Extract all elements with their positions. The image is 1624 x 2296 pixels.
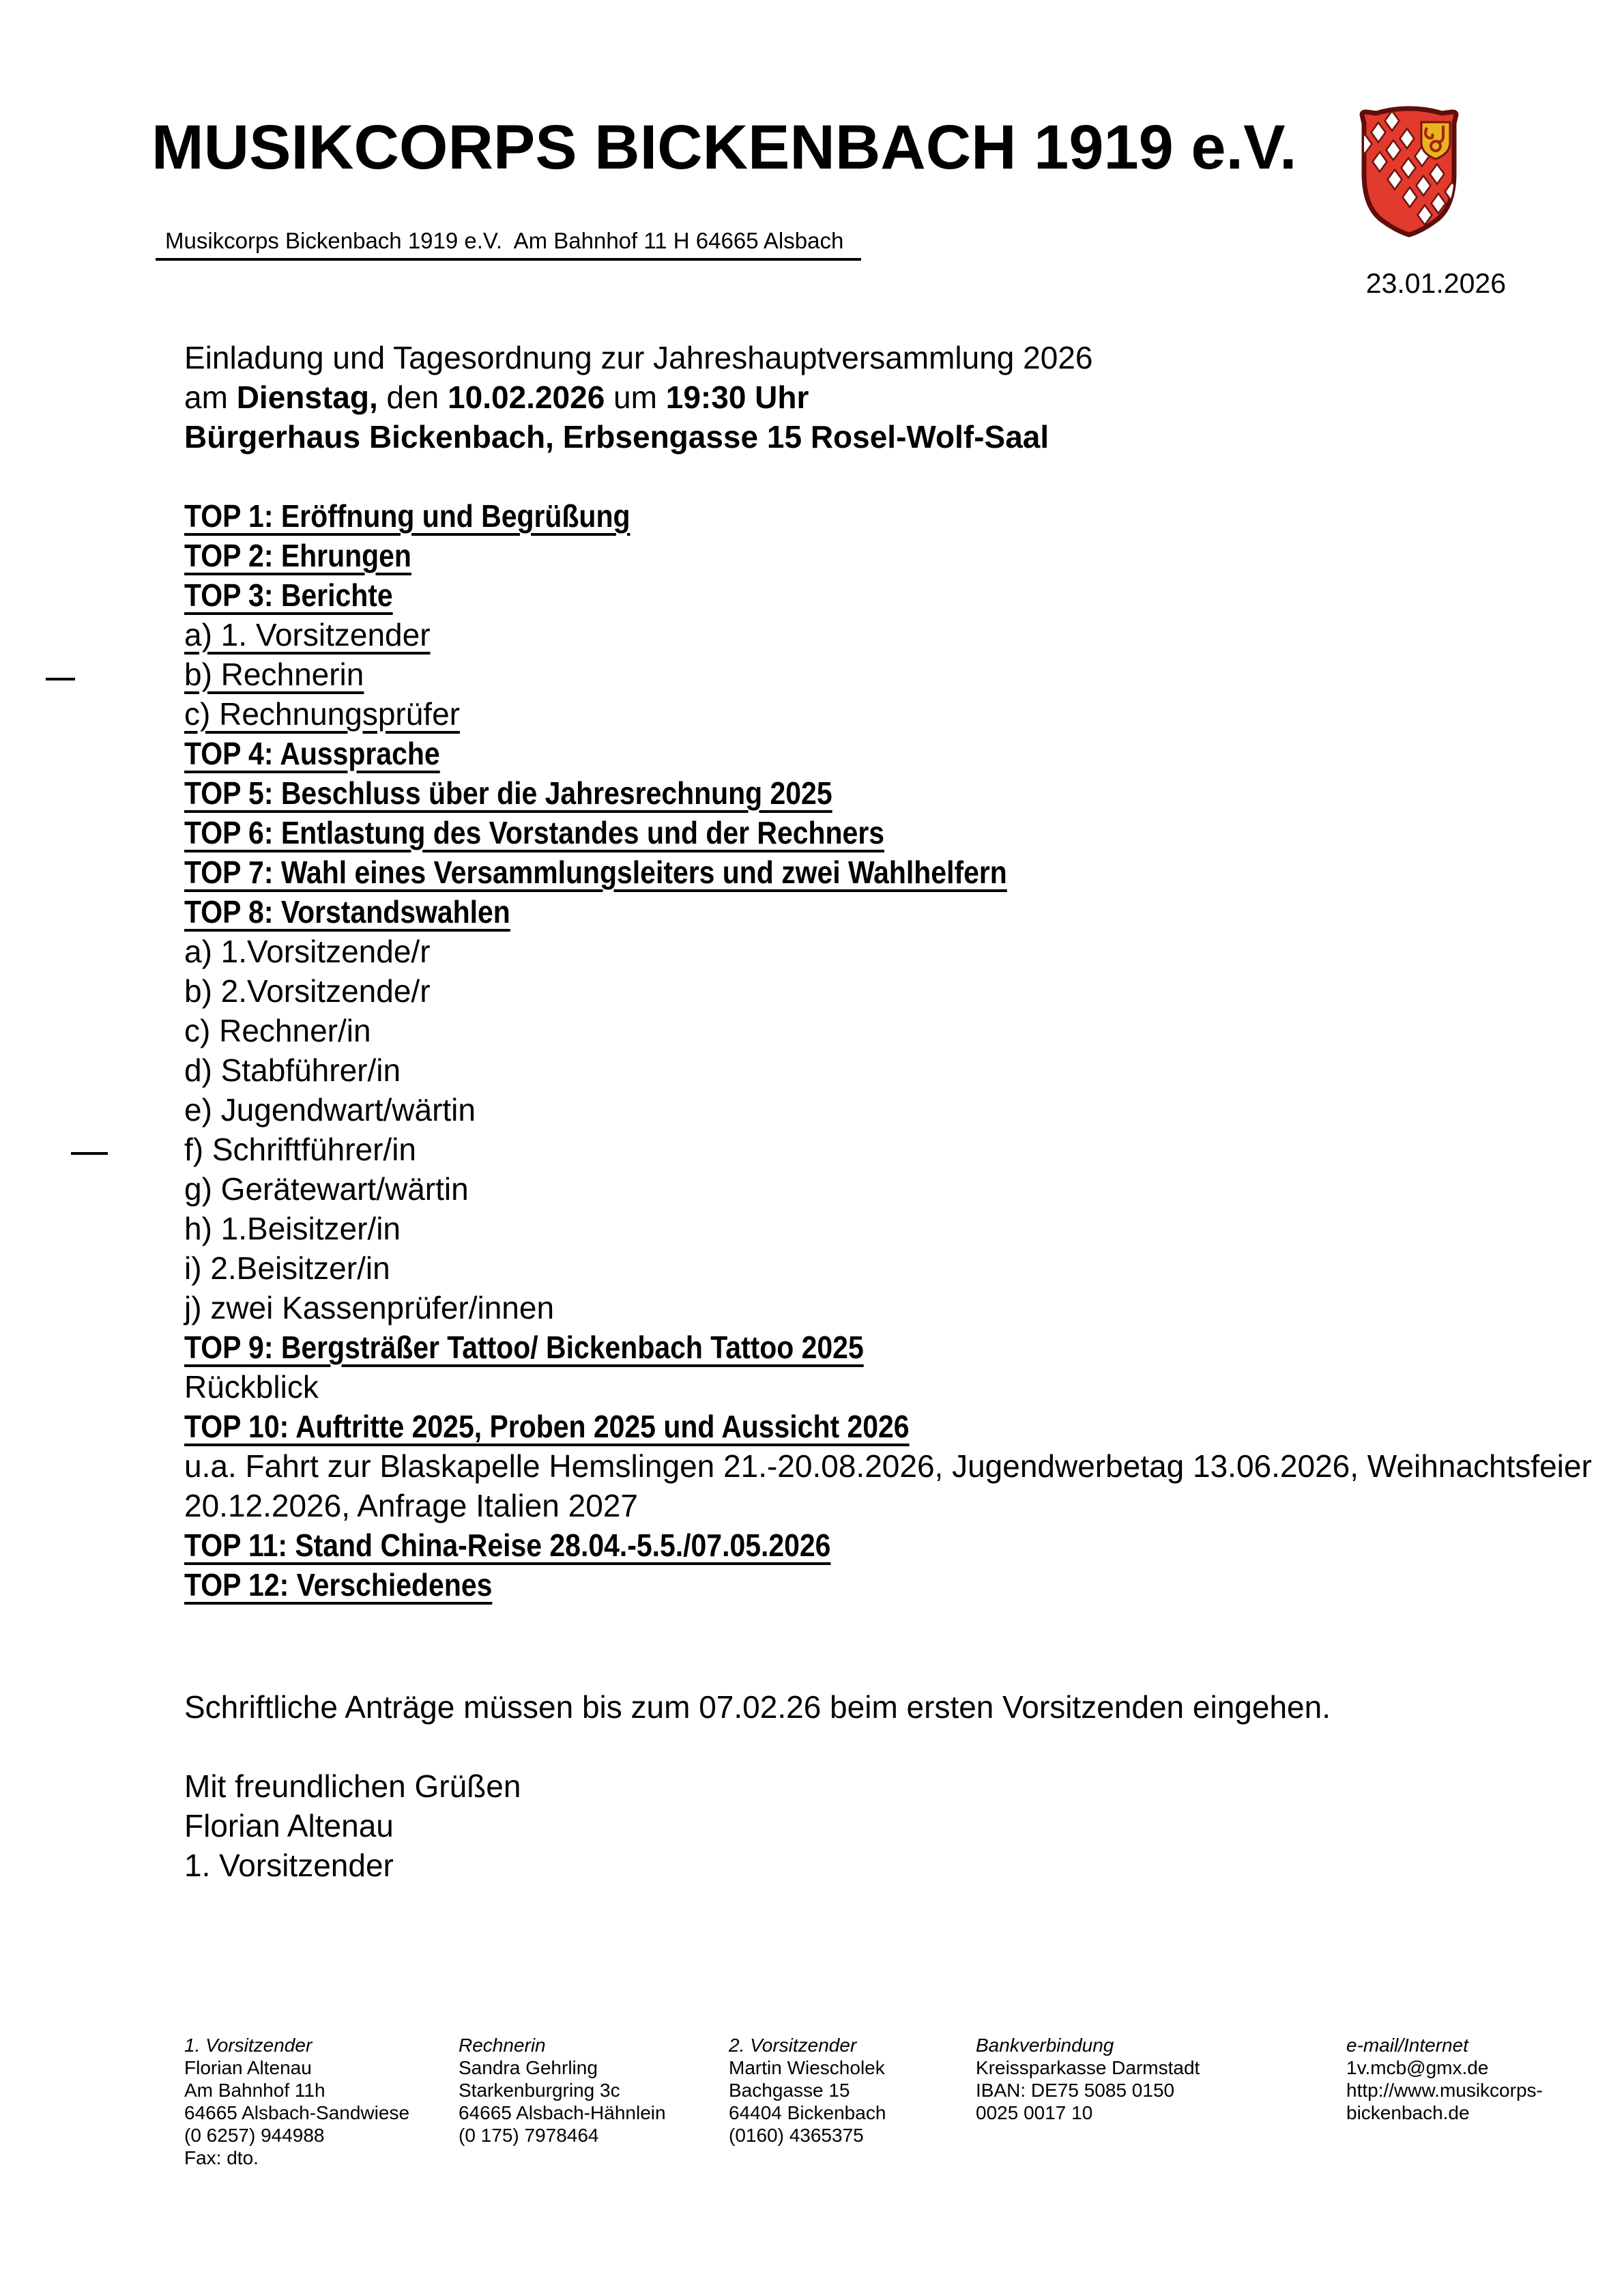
intro-text: den <box>377 379 448 415</box>
agenda-item: TOP 2: Ehrungen <box>184 538 411 573</box>
agenda-subitem: c) Rechner/in <box>184 1013 371 1048</box>
meeting-day: Dienstag, <box>236 379 378 415</box>
footer-column-email-internet <box>1346 2034 1543 2169</box>
footer-line: Am Bahnhof 11h <box>184 2080 325 2101</box>
footer-line: 1v.mcb@gmx.de <box>1346 2057 1489 2078</box>
intro-line-1: Einladung und Tagesordnung zur Jahreshauptversammlung 2026 <box>184 340 1093 375</box>
footer-column-header: 2. Vorsitzender <box>729 2035 857 2056</box>
agenda-item: TOP 6: Entlastung des Vorstandes und der Rechners <box>184 815 885 850</box>
agenda-subitem: b) Rechnerin <box>184 657 364 692</box>
agenda-subitem: j) zwei Kassenprüfer/innen <box>184 1290 555 1325</box>
letter-date: 23.01.2026 <box>1365 268 1506 299</box>
intro-line-3: Bürgerhaus Bickenbach, Erbsengasse 15 Rosel-Wolf-Saal <box>184 419 1049 455</box>
footer-column-bank <box>976 2034 1346 2169</box>
fold-mark-bottom <box>71 1152 108 1155</box>
agenda-note: Rückblick <box>184 1369 319 1405</box>
agenda-subitem: i) 2.Beisitzer/in <box>184 1250 390 1286</box>
agenda-note: u.a. Fahrt zur Blaskapelle Hemslingen 21.-20.08.2026, Jugendwerbetag 13.06.2026, Weihnachtsfeier <box>184 1448 1592 1484</box>
page-title: MUSIKCORPS BICKENBACH 1919 e.V. <box>151 113 1297 182</box>
footer-line: 0025 0017 10 <box>976 2102 1093 2123</box>
agenda-item: TOP 3: Berichte <box>184 577 393 613</box>
footer-column-header: Rechnerin <box>459 2035 546 2056</box>
footer-line: Martin Wiescholek <box>729 2057 885 2078</box>
footer-line: 64665 Alsbach-Sandwiese <box>184 2102 410 2123</box>
agenda-note: 20.12.2026, Anfrage Italien 2027 <box>184 1488 639 1523</box>
footer-line: Bachgasse 15 <box>729 2080 850 2101</box>
meeting-date: 10.02.2026 <box>448 379 605 415</box>
footer-line: Sandra Gehrling <box>459 2057 598 2078</box>
footer <box>184 2034 1543 2169</box>
agenda-item: TOP 8: Vorstandswahlen <box>184 894 510 930</box>
agenda-item: TOP 7: Wahl eines Versammlungsleiters und zwei Wahlhelfern <box>184 855 1007 890</box>
footer-line: Starkenburgring 3c <box>459 2080 620 2101</box>
agenda-subitem: a) 1.Vorsitzende/r <box>184 934 431 969</box>
footer-line: bickenbach.de <box>1346 2102 1470 2123</box>
footer-line: Kreissparkasse Darmstadt <box>976 2057 1200 2078</box>
agenda-subitem: c) Rechnungsprüfer <box>184 696 460 732</box>
footer-column-treasurer <box>459 2034 729 2169</box>
closing-request: Schriftliche Anträge müssen bis zum 07.02.26 beim ersten Vorsitzenden eingehen. <box>184 1689 1331 1725</box>
signer-role: 1. Vorsitzender <box>184 1848 394 1883</box>
footer-line: Florian Altenau <box>184 2057 312 2078</box>
footer-line: IBAN: DE75 5085 0150 <box>976 2080 1175 2101</box>
closing-greeting: Mit freundlichen Grüßen <box>184 1768 521 1804</box>
footer-column-header: 1. Vorsitzender <box>184 2035 313 2056</box>
meeting-time: 19:30 Uhr <box>665 379 809 415</box>
footer-line: (0 6257) 944988 <box>184 2125 325 2146</box>
footer-line: 64404 Bickenbach <box>729 2102 886 2123</box>
agenda-subitem: d) Stabführer/in <box>184 1052 401 1088</box>
intro-text: am <box>184 379 237 415</box>
club-crest-logo <box>1354 102 1464 240</box>
agenda-subitem: e) Jugendwart/wärtin <box>184 1092 476 1128</box>
agenda-item: TOP 10: Auftritte 2025, Proben 2025 und Aussicht 2026 <box>184 1409 910 1444</box>
agenda-item: TOP 1: Eröffnung und Begrüßung <box>184 498 630 534</box>
agenda-subitem: f) Schriftführer/in <box>184 1132 416 1167</box>
intro-text: um <box>605 379 666 415</box>
intro-line-2 <box>184 377 809 417</box>
agenda-item: TOP 5: Beschluss über die Jahresrechnung 2025 <box>184 775 832 811</box>
agenda-item: TOP 12: Verschiedenes <box>184 1567 493 1603</box>
agenda-subitem: h) 1.Beisitzer/in <box>184 1211 401 1246</box>
footer-line: http://www.musikcorps- <box>1346 2080 1543 2101</box>
footer-line: (0 175) 7978464 <box>459 2125 599 2146</box>
agenda-subitem: b) 2.Vorsitzende/r <box>184 973 431 1009</box>
footer-column-vice-chairman <box>729 2034 976 2169</box>
agenda-item: TOP 4: Aussprache <box>184 736 440 771</box>
sender-address-line: Musikcorps Bickenbach 1919 e.V. Am Bahnhof 11 H 64665 Alsbach <box>156 228 861 261</box>
fold-mark-top <box>46 678 75 680</box>
footer-line: 64665 Alsbach-Hähnlein <box>459 2102 666 2123</box>
footer-line: Fax: dto. <box>184 2147 259 2168</box>
footer-column-chairman <box>184 2034 459 2169</box>
spacer <box>184 457 1549 496</box>
agenda-item: TOP 9: Bergsträßer Tattoo/ Bickenbach Tattoo 2025 <box>184 1330 864 1365</box>
footer-line: (0160) 4365375 <box>729 2125 864 2146</box>
letter-body <box>184 338 1592 1885</box>
footer-column-header: Bankverbindung <box>976 2035 1114 2056</box>
agenda-subitem: g) Gerätewart/wärtin <box>184 1171 469 1207</box>
footer-column-header: e-mail/Internet <box>1346 2035 1468 2056</box>
agenda-subitem: a) 1. Vorsitzender <box>184 617 431 652</box>
agenda-item: TOP 11: Stand China-Reise 28.04.-5.5./07.05.2026 <box>184 1527 831 1563</box>
signer-name: Florian Altenau <box>184 1808 394 1843</box>
